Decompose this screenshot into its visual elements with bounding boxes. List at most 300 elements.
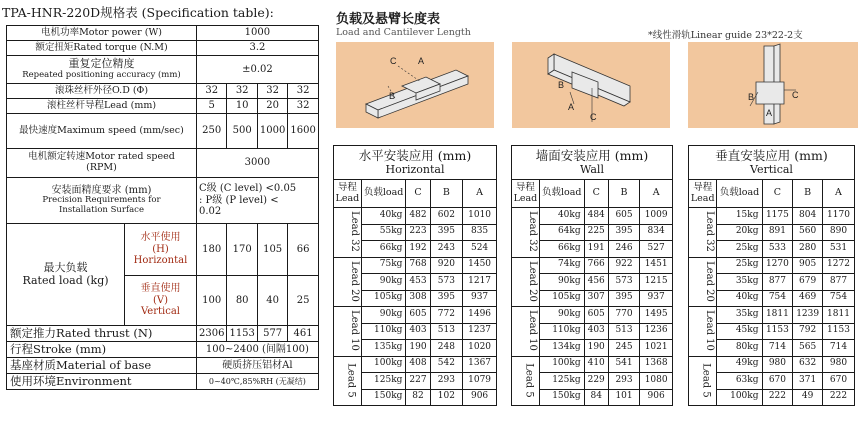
load-cell: 63kg bbox=[717, 373, 762, 390]
lead-group-text: Lead 5 bbox=[700, 363, 712, 398]
diagram-label-a: A bbox=[418, 56, 425, 66]
value-cell: 1153 bbox=[822, 323, 854, 340]
value-cell: 280 bbox=[793, 241, 823, 258]
table-row bbox=[689, 356, 855, 373]
load-cell: 125kg bbox=[539, 373, 584, 390]
lead-group-text: Lead 32 bbox=[703, 211, 715, 253]
precision-line-1: C级 (C level) <0.05 bbox=[199, 183, 297, 195]
value-cell: 469 bbox=[793, 290, 823, 307]
rated-speed-value: 3000 bbox=[197, 149, 319, 178]
vertical-use-en: Vertical bbox=[141, 306, 180, 318]
value-cell: 533 bbox=[762, 241, 793, 258]
vertical-mount-diagram bbox=[688, 42, 858, 128]
lead-cell: 5 bbox=[197, 99, 227, 114]
rated-thrust-cell: 577 bbox=[257, 326, 287, 342]
value-cell: 877 bbox=[822, 274, 854, 291]
value-cell: 1272 bbox=[822, 257, 854, 274]
load-cell: 25kg bbox=[717, 257, 762, 274]
value-cell: 937 bbox=[640, 290, 673, 307]
diagram-label-b: B bbox=[389, 91, 396, 101]
value-cell: 482 bbox=[406, 208, 430, 225]
load-cell: 105kg bbox=[539, 290, 584, 307]
value-cell: 1450 bbox=[463, 257, 497, 274]
value-cell: 980 bbox=[762, 356, 793, 373]
precision-en-1: Precision Requirements for bbox=[42, 195, 161, 206]
rated-speed-label bbox=[7, 149, 197, 178]
value-cell: 102 bbox=[430, 389, 463, 406]
vertical-load-cell: 25 bbox=[288, 276, 318, 326]
horizontal-load-cell: 170 bbox=[227, 224, 257, 276]
load-cell: 35kg bbox=[717, 274, 762, 291]
load-cell: 110kg bbox=[361, 323, 406, 340]
ball-screw-od-cell: 32 bbox=[288, 84, 318, 99]
value-cell: 456 bbox=[584, 274, 608, 291]
column-header-a: A bbox=[463, 180, 497, 208]
load-cell: 75kg bbox=[361, 257, 406, 274]
wall-actuator-illustration bbox=[512, 42, 670, 128]
ball-screw-od-cell: 32 bbox=[197, 84, 227, 99]
column-header-a: A bbox=[822, 180, 854, 208]
value-cell: 679 bbox=[793, 274, 823, 291]
lead-group-label bbox=[512, 208, 540, 258]
lead-group-text: Lead 20 bbox=[526, 260, 538, 302]
load-cell: 15kg bbox=[717, 208, 762, 225]
load-cell: 110kg bbox=[539, 323, 584, 340]
value-cell: 222 bbox=[822, 389, 854, 406]
value-cell: 834 bbox=[640, 224, 673, 241]
value-cell: 403 bbox=[406, 323, 430, 340]
value-cell: 1079 bbox=[463, 373, 497, 390]
value-cell: 835 bbox=[463, 224, 497, 241]
table-row bbox=[512, 356, 673, 373]
lead-group-text: Lead 10 bbox=[526, 310, 538, 352]
value-cell: 222 bbox=[762, 389, 793, 406]
load-cell: 80kg bbox=[717, 340, 762, 357]
value-cell: 410 bbox=[584, 356, 608, 373]
load-cell: 74kg bbox=[539, 257, 584, 274]
diagram-label-c: C bbox=[590, 112, 597, 122]
load-cell: 105kg bbox=[361, 290, 406, 307]
load-header-zh: 负载 bbox=[719, 187, 739, 199]
value-cell: 245 bbox=[608, 340, 639, 357]
value-cell: 560 bbox=[793, 224, 823, 241]
value-cell: 905 bbox=[793, 257, 823, 274]
load-column-header bbox=[361, 180, 406, 208]
load-cell: 150kg bbox=[539, 389, 584, 406]
value-cell: 101 bbox=[608, 389, 639, 406]
value-cell: 602 bbox=[430, 208, 463, 225]
horizontal-use-label bbox=[125, 224, 197, 276]
value-cell: 246 bbox=[608, 241, 639, 258]
stroke-value: 100~2400 (间隔100) bbox=[197, 342, 319, 358]
max-load-label bbox=[7, 224, 125, 326]
lead-group-text: Lead 10 bbox=[703, 310, 715, 352]
lead-group-label bbox=[334, 307, 362, 357]
load-cell: 40kg bbox=[361, 208, 406, 225]
value-cell: 1080 bbox=[640, 373, 673, 390]
rated-thrust-label: 额定推力Rated thrust (N) bbox=[7, 326, 197, 342]
value-cell: 248 bbox=[430, 340, 463, 357]
value-cell: 49 bbox=[793, 389, 823, 406]
table-row bbox=[689, 257, 855, 274]
value-cell: 573 bbox=[608, 274, 639, 291]
value-cell: 243 bbox=[430, 241, 463, 258]
lead-group-label bbox=[689, 307, 717, 357]
load-column-header bbox=[539, 180, 584, 208]
max-speed-cell: 500 bbox=[227, 114, 257, 149]
value-cell: 227 bbox=[406, 373, 430, 390]
stroke-label: 行程Stroke (mm) bbox=[7, 342, 197, 358]
value-cell: 1020 bbox=[463, 340, 497, 357]
value-cell: 190 bbox=[584, 340, 608, 357]
horizontal-use-en: Horizontal bbox=[133, 255, 188, 267]
linear-guide-note: *线性滑轨Linear guide 23*22-2支 bbox=[648, 30, 803, 41]
horizontal-section-header bbox=[334, 146, 497, 180]
value-cell: 453 bbox=[406, 274, 430, 291]
value-cell: 891 bbox=[762, 224, 793, 241]
column-header-b: B bbox=[430, 180, 463, 208]
rated-thrust-cell: 2306 bbox=[197, 326, 227, 342]
lead-group-text: Lead 5 bbox=[523, 363, 535, 398]
rated-speed-en: (RPM) bbox=[86, 162, 117, 173]
section-title-en: Wall bbox=[580, 163, 604, 176]
spec-table bbox=[6, 25, 319, 390]
value-cell: 84 bbox=[584, 389, 608, 406]
horizontal-load-cell: 66 bbox=[288, 224, 318, 276]
value-cell: 541 bbox=[608, 356, 639, 373]
vertical-load-cell: 40 bbox=[257, 276, 287, 326]
value-cell: 792 bbox=[793, 323, 823, 340]
value-cell: 513 bbox=[608, 323, 639, 340]
value-cell: 225 bbox=[584, 224, 608, 241]
lead-column-header bbox=[689, 180, 717, 208]
load-header-en: load bbox=[382, 187, 404, 199]
horizontal-use-sym: (H) bbox=[152, 243, 169, 255]
base-material-label: 基座材质Material of base bbox=[7, 358, 197, 374]
diagram-label-a: A bbox=[766, 108, 773, 118]
rated-thrust-cell: 1153 bbox=[227, 326, 257, 342]
diagram-label-c: C bbox=[390, 56, 397, 66]
load-cell: 55kg bbox=[361, 224, 406, 241]
value-cell: 1367 bbox=[463, 356, 497, 373]
motor-power-value: 1000 bbox=[197, 26, 319, 41]
lead-cell: 20 bbox=[257, 99, 287, 114]
vertical-load-cell: 80 bbox=[227, 276, 257, 326]
environment-value: 0~40℃,85%RH (无凝结) bbox=[197, 374, 319, 390]
vertical-actuator-illustration bbox=[688, 42, 858, 128]
precision-label bbox=[7, 178, 197, 224]
horizontal-load-cell: 180 bbox=[197, 224, 227, 276]
value-cell: 937 bbox=[463, 290, 497, 307]
value-cell: 632 bbox=[793, 356, 823, 373]
load-cell: 135kg bbox=[361, 340, 406, 357]
value-cell: 1239 bbox=[793, 307, 823, 324]
value-cell: 670 bbox=[762, 373, 793, 390]
lead-label: 滚柱丝杆导程Lead (mm) bbox=[7, 99, 197, 114]
value-cell: 484 bbox=[584, 208, 608, 225]
precision-en-2: Installation Surface bbox=[59, 205, 144, 216]
value-cell: 1270 bbox=[762, 257, 793, 274]
load-cell: 64kg bbox=[539, 224, 584, 241]
value-cell: 1170 bbox=[822, 208, 854, 225]
load-cell: 90kg bbox=[539, 307, 584, 324]
value-cell: 922 bbox=[608, 257, 639, 274]
value-cell: 754 bbox=[822, 290, 854, 307]
value-cell: 527 bbox=[640, 241, 673, 258]
vertical-use-label bbox=[125, 276, 197, 326]
table-row bbox=[689, 208, 855, 225]
value-cell: 1495 bbox=[640, 307, 673, 324]
value-cell: 293 bbox=[608, 373, 639, 390]
ball-screw-od-label: 滚珠丝杆外径O.D (Φ) bbox=[7, 84, 197, 99]
vertical-load-table bbox=[688, 145, 855, 406]
value-cell: 1009 bbox=[640, 208, 673, 225]
value-cell: 906 bbox=[463, 389, 497, 406]
value-cell: 565 bbox=[793, 340, 823, 357]
section-title-zh: 墙面安装应用 (mm) bbox=[535, 148, 649, 163]
value-cell: 1368 bbox=[640, 356, 673, 373]
table-row bbox=[512, 257, 673, 274]
value-cell: 906 bbox=[640, 389, 673, 406]
value-cell: 714 bbox=[762, 340, 793, 357]
load-header-en: load bbox=[560, 187, 582, 199]
lead-group-label bbox=[334, 356, 362, 406]
column-header-c: C bbox=[762, 180, 793, 208]
load-cell: 100kg bbox=[539, 356, 584, 373]
value-cell: 980 bbox=[822, 356, 854, 373]
lead-column-header bbox=[334, 180, 362, 208]
table-row bbox=[334, 356, 497, 373]
value-cell: 605 bbox=[608, 208, 639, 225]
value-cell: 192 bbox=[406, 241, 430, 258]
value-cell: 670 bbox=[822, 373, 854, 390]
diagram-label-b: B bbox=[558, 80, 565, 90]
value-cell: 768 bbox=[406, 257, 430, 274]
value-cell: 190 bbox=[406, 340, 430, 357]
lead-group-label bbox=[512, 356, 540, 406]
load-column-header bbox=[717, 180, 762, 208]
rated-thrust-cell: 461 bbox=[288, 326, 318, 342]
lead-group-label bbox=[334, 208, 362, 258]
wall-mount-diagram bbox=[512, 42, 670, 128]
value-cell: 308 bbox=[406, 290, 430, 307]
section-title-zh: 垂直安装应用 (mm) bbox=[715, 148, 828, 163]
lead-group-text: Lead 20 bbox=[703, 260, 715, 302]
lead-group-text: Lead 10 bbox=[348, 310, 360, 352]
lead-cell: 32 bbox=[288, 99, 318, 114]
column-header-b: B bbox=[793, 180, 823, 208]
lead-group-text: Lead 5 bbox=[345, 363, 357, 398]
lead-group-text: Lead 32 bbox=[526, 211, 538, 253]
value-cell: 371 bbox=[793, 373, 823, 390]
load-cell: 49kg bbox=[717, 356, 762, 373]
lead-group-label bbox=[512, 307, 540, 357]
precision-line-3: 0.02 bbox=[199, 206, 222, 218]
value-cell: 1010 bbox=[463, 208, 497, 225]
precision-value bbox=[197, 178, 319, 224]
load-title: 负载及悬臂长度表 bbox=[336, 12, 441, 27]
value-cell: 766 bbox=[584, 257, 608, 274]
value-cell: 1811 bbox=[762, 307, 793, 324]
horizontal-load-table bbox=[333, 145, 497, 406]
value-cell: 920 bbox=[430, 257, 463, 274]
load-header-zh: 负载 bbox=[541, 187, 561, 199]
value-cell: 1217 bbox=[463, 274, 497, 291]
table-row bbox=[334, 208, 497, 225]
value-cell: 395 bbox=[430, 224, 463, 241]
diagram-label-c: C bbox=[792, 90, 799, 100]
value-cell: 770 bbox=[608, 307, 639, 324]
lead-header-en: Lead bbox=[335, 192, 360, 204]
lead-group-label bbox=[512, 257, 540, 307]
value-cell: 542 bbox=[430, 356, 463, 373]
lead-header-en: Lead bbox=[690, 192, 715, 204]
max-speed-cell: 1600 bbox=[288, 114, 318, 149]
value-cell: 605 bbox=[406, 307, 430, 324]
column-header-c: C bbox=[406, 180, 430, 208]
load-cell: 150kg bbox=[361, 389, 406, 406]
value-cell: 804 bbox=[793, 208, 823, 225]
value-cell: 1153 bbox=[762, 323, 793, 340]
value-cell: 605 bbox=[584, 307, 608, 324]
lead-group-label bbox=[689, 208, 717, 258]
value-cell: 229 bbox=[584, 373, 608, 390]
value-cell: 293 bbox=[430, 373, 463, 390]
load-cell: 45kg bbox=[717, 323, 762, 340]
value-cell: 1215 bbox=[640, 274, 673, 291]
section-title-zh: 水平安装应用 (mm) bbox=[358, 148, 472, 163]
value-cell: 714 bbox=[822, 340, 854, 357]
wall-load-table bbox=[511, 145, 673, 406]
load-cell: 40kg bbox=[539, 208, 584, 225]
motor-power-label: 电机功率Motor power (W) bbox=[7, 26, 197, 41]
table-row bbox=[512, 307, 673, 324]
section-title-en: Vertical bbox=[750, 163, 793, 176]
load-cell: 25kg bbox=[717, 241, 762, 258]
value-cell: 403 bbox=[584, 323, 608, 340]
repeat-accuracy-zh: 重复定位精度 bbox=[68, 57, 135, 71]
value-cell: 191 bbox=[584, 241, 608, 258]
max-speed-cell: 1000 bbox=[257, 114, 287, 149]
value-cell: 408 bbox=[406, 356, 430, 373]
repeat-accuracy-label bbox=[7, 56, 197, 84]
lead-group-label bbox=[334, 257, 362, 307]
horizontal-load-cell: 105 bbox=[257, 224, 287, 276]
load-cell: 35kg bbox=[717, 307, 762, 324]
lead-group-text: Lead 20 bbox=[348, 260, 360, 302]
load-cell: 20kg bbox=[717, 224, 762, 241]
lead-header-zh: 导程 bbox=[693, 182, 713, 194]
value-cell: 1451 bbox=[640, 257, 673, 274]
environment-label: 使用环境Environment bbox=[7, 374, 197, 390]
rated-torque-label: 额定扭矩Rated torque (N.M) bbox=[7, 41, 197, 56]
max-load-en: Rated load (kg) bbox=[22, 273, 109, 287]
value-cell: 890 bbox=[822, 224, 854, 241]
load-cell: 40kg bbox=[717, 290, 762, 307]
load-header-zh: 负载 bbox=[363, 187, 383, 199]
load-cell: 90kg bbox=[539, 274, 584, 291]
load-cell: 66kg bbox=[539, 241, 584, 258]
lead-header-zh: 导程 bbox=[515, 182, 535, 194]
value-cell: 573 bbox=[430, 274, 463, 291]
diagram-label-b: B bbox=[748, 92, 755, 102]
repeat-accuracy-en: Repeated positioning accuracy (mm) bbox=[22, 69, 181, 80]
value-cell: 524 bbox=[463, 241, 497, 258]
value-cell: 395 bbox=[430, 290, 463, 307]
lead-group-text: Lead 32 bbox=[348, 211, 360, 253]
ball-screw-od-cell: 32 bbox=[257, 84, 287, 99]
lead-header-zh: 导程 bbox=[337, 182, 357, 194]
precision-zh: 安装面精度要求 (mm) bbox=[51, 184, 152, 196]
lead-cell: 10 bbox=[227, 99, 257, 114]
precision-line-2: : P级 (P level) < bbox=[199, 194, 279, 206]
lead-header-en: Lead bbox=[513, 192, 538, 204]
vertical-section-header bbox=[689, 146, 855, 180]
load-cell: 100kg bbox=[361, 356, 406, 373]
table-row bbox=[689, 307, 855, 324]
load-cell: 90kg bbox=[361, 274, 406, 291]
value-cell: 772 bbox=[430, 307, 463, 324]
lead-group-label bbox=[689, 257, 717, 307]
lead-group-label bbox=[689, 356, 717, 406]
column-header-b: B bbox=[608, 180, 639, 208]
max-speed-cell: 250 bbox=[197, 114, 227, 149]
diagram-label-a: A bbox=[568, 102, 575, 112]
value-cell: 877 bbox=[762, 274, 793, 291]
value-cell: 513 bbox=[430, 323, 463, 340]
load-cell: 100kg bbox=[717, 389, 762, 406]
column-header-c: C bbox=[584, 180, 608, 208]
load-cell: 134kg bbox=[539, 340, 584, 357]
value-cell: 1236 bbox=[640, 323, 673, 340]
repeat-accuracy-value: ±0.02 bbox=[197, 56, 319, 84]
lead-column-header bbox=[512, 180, 540, 208]
table-row bbox=[334, 307, 497, 324]
rated-speed-zh: 电机额定转速Motor rated speed bbox=[28, 151, 175, 163]
load-cell: 90kg bbox=[361, 307, 406, 324]
base-material-value: 硬质挤压铝材Al bbox=[197, 358, 319, 374]
max-load-zh: 最大负载 bbox=[43, 260, 88, 274]
max-speed-label: 最快速度Maximum speed (mm/sec) bbox=[7, 114, 197, 149]
value-cell: 395 bbox=[608, 290, 639, 307]
rated-torque-value: 3.2 bbox=[197, 41, 319, 56]
horizontal-actuator-illustration bbox=[336, 42, 494, 128]
spec-title: TPA-HNR-220D规格表 (Specification table): bbox=[2, 5, 274, 20]
horizontal-use-zh: 水平使用 bbox=[140, 232, 181, 244]
load-cell: 66kg bbox=[361, 241, 406, 258]
value-cell: 1237 bbox=[463, 323, 497, 340]
value-cell: 307 bbox=[584, 290, 608, 307]
section-title-en: Horizontal bbox=[385, 163, 445, 176]
value-cell: 1175 bbox=[762, 208, 793, 225]
table-row bbox=[512, 208, 673, 225]
horizontal-mount-diagram bbox=[336, 42, 494, 128]
wall-section-header bbox=[512, 146, 673, 180]
value-cell: 395 bbox=[608, 224, 639, 241]
value-cell: 531 bbox=[822, 241, 854, 258]
value-cell: 1811 bbox=[822, 307, 854, 324]
vertical-use-zh: 垂直使用 bbox=[140, 283, 181, 295]
vertical-use-sym: (V) bbox=[152, 294, 169, 306]
value-cell: 223 bbox=[406, 224, 430, 241]
table-row bbox=[334, 257, 497, 274]
value-cell: 754 bbox=[762, 290, 793, 307]
column-header-a: A bbox=[640, 180, 673, 208]
vertical-load-cell: 100 bbox=[197, 276, 227, 326]
ball-screw-od-cell: 32 bbox=[227, 84, 257, 99]
value-cell: 1021 bbox=[640, 340, 673, 357]
load-header-en: load bbox=[738, 187, 760, 199]
